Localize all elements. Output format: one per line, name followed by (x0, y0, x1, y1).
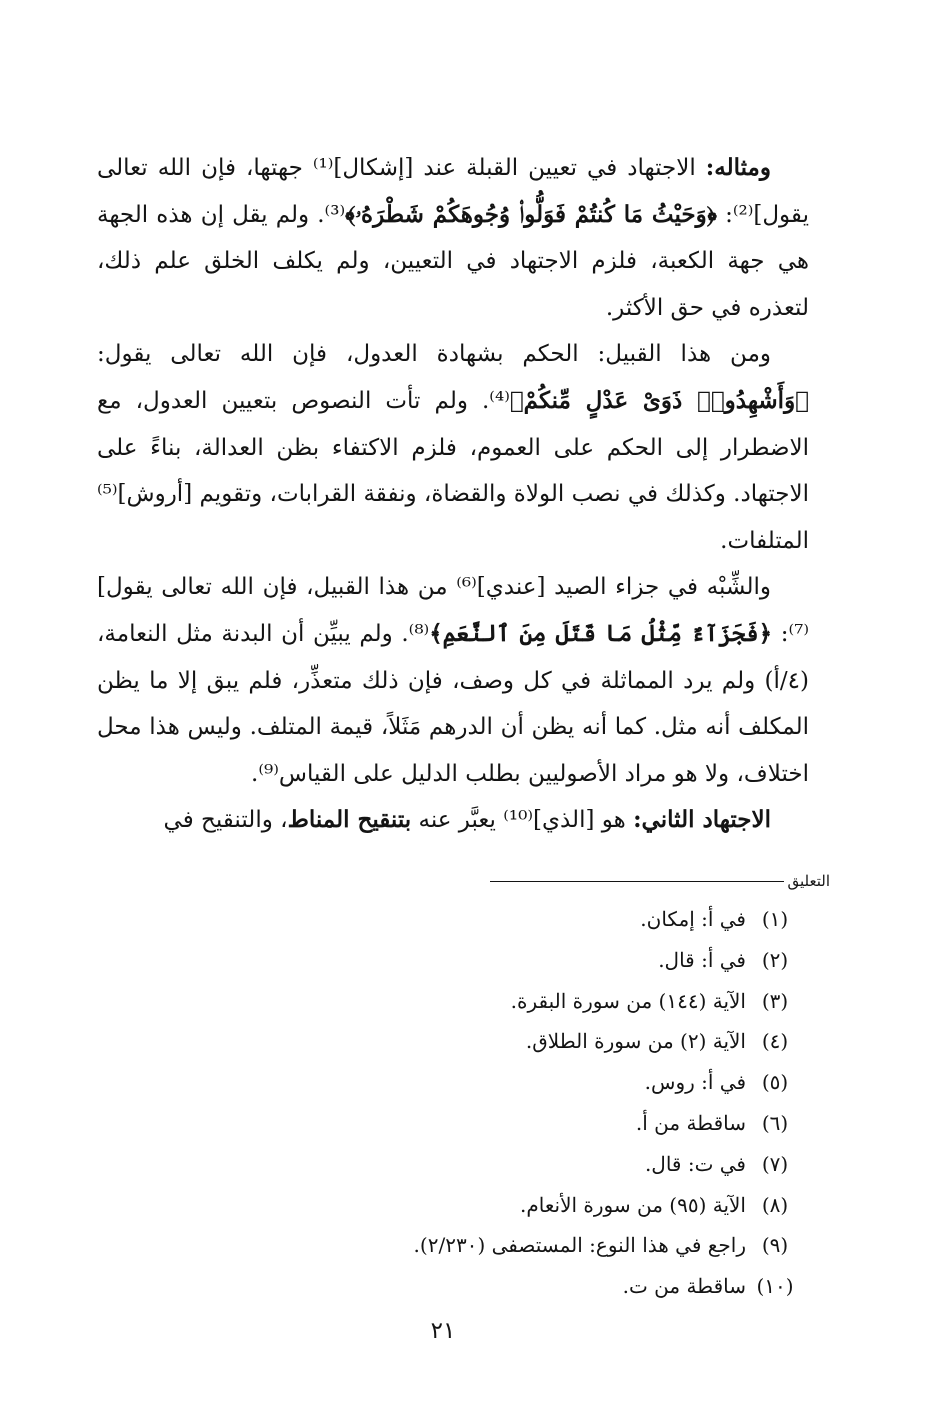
text-run: ⁽³⁾. ولم يقل إن هذه الجهة هي جهة الكعبة، فلزم الاجتهاد في التعيين، ولم يكلف الخلق علم ذلك، لتعذره في حق الأكثر. (97, 201, 809, 321)
paragraph-4 (97, 797, 809, 844)
footnote-number: (٧) (761, 1151, 789, 1176)
quran-quote: ﴿وَأَشْهِدُوا۟ ذَوَىْ عَدْلٍ مِّنكُمْ﴾ (509, 386, 809, 414)
footnote-text: في أ: قال. (658, 947, 746, 972)
text-run: الاجتهاد في تعيين القبلة عند [إشكال]⁽¹⁾ جهتها، فإن الله تعالى يقول]⁽²⁾: (97, 155, 809, 228)
footnote-number: (٤) (761, 1029, 789, 1054)
bold-lead: الاجتهاد الثاني: (633, 806, 771, 834)
footnote-item (180, 1144, 804, 1185)
footnote-text: الآية (٩٥) من سورة الأنعام. (520, 1192, 746, 1217)
quran-quote: ﴿فَجَزَآءٌ مِّثْلُ مَا قَتَلَ مِنَ ٱلنَّعَمِ﴾ (429, 619, 773, 647)
footnote-separator (490, 872, 830, 896)
footnote-item (180, 899, 804, 940)
footnote-text: ساقطة من ت. (622, 1274, 746, 1299)
footnote-text: في ت: قال. (644, 1151, 746, 1176)
page-number: ٢١ (430, 1318, 456, 1344)
footnote-number: (٩) (761, 1233, 789, 1258)
footnote-item (180, 1185, 804, 1226)
quran-quote: ﴿وَحَيْثُ مَا كُنتُمْ فَوَلُّوا۟ وُجُوهَكُمْ شَطْرَهُۥ﴾ (345, 200, 717, 228)
footnote-text: راجع في هذا النوع: المستصفى (٢/٢٣٠). (413, 1233, 746, 1258)
footnote-number: (١) (761, 907, 789, 931)
footnote-number: (٣) (761, 988, 789, 1013)
bold-lead: ومثاله: (705, 154, 771, 181)
footnote-text: ساقطة من أ. (635, 1110, 746, 1135)
paragraph-2 (97, 331, 809, 564)
bold-term: بتنقيح المناط (287, 806, 412, 834)
separator-line (490, 881, 784, 882)
footnote-item (180, 940, 804, 981)
paragraph-1 (97, 145, 809, 331)
footnote-text: في أ: إمكان. (640, 907, 746, 931)
footnote-item (180, 1266, 804, 1307)
footnote-number: (٢) (761, 947, 789, 972)
footnote-item (180, 1225, 804, 1266)
footnote-item (180, 981, 804, 1022)
footnote-item (180, 1021, 804, 1062)
footnote-number: (٨) (761, 1192, 789, 1217)
footnotes-heading: التعليق (787, 872, 830, 890)
main-text (97, 145, 809, 844)
text-run: ⁽⁸⁾. ولم يبيِّن أن البدنة مثل النعامة، (٤/أ) ولم يرد المماثلة في كل وصف، فإن ذلك متعذِّر، فلم يبق إلا ما يظن المكلف أنه مثل. كما أنه يظن أن الدرهم مَثَلاً، قيمة المتلف. وليس هذا محل اختلاف، ولا هو مراد الأصوليين بطلب الدليل على القياس⁽⁹⁾. (97, 620, 809, 787)
text-run: ومن هذا القبيل: الحكم بشهادة العدول، فإن الله تعالى يقول: (97, 341, 771, 368)
footnotes-list (180, 899, 804, 1307)
footnote-item (180, 1103, 804, 1144)
text-run: هو [الذي]⁽¹⁰⁾ يعبَّر عنه (411, 807, 634, 834)
footnote-text: الآية (١٤٤) من سورة البقرة. (510, 988, 746, 1013)
footnote-number: (٦) (761, 1110, 789, 1135)
footnote-number: (١٠) (756, 1274, 794, 1299)
text-run: والشِّبْه في جزاء الصيد [عندي]⁽⁶⁾ من هذا القبيل، فإن الله تعالى يقول]⁽⁷⁾: (97, 574, 809, 647)
paragraph-3 (97, 564, 809, 797)
footnote-item (180, 1062, 804, 1103)
footnote-number: (٥) (761, 1070, 789, 1095)
footnote-text: الآية (٢) من سورة الطلاق. (525, 1029, 746, 1054)
footnote-text: في أ: روس. (644, 1070, 746, 1095)
text-run: ، والتنقيح في (163, 807, 288, 834)
text-run: ⁽⁴⁾. ولم تأت النصوص بتعيين العدول، مع الاضطرار إلى الحكم على العموم، فلزم الاكتفاء بظن العدالة، بناءً على الاجتهاد. وكذلك في نصب الولاة والقضاة، ونفقة القرابات، وتقويم [أروش]⁽⁵⁾ المتلفات. (97, 387, 809, 554)
